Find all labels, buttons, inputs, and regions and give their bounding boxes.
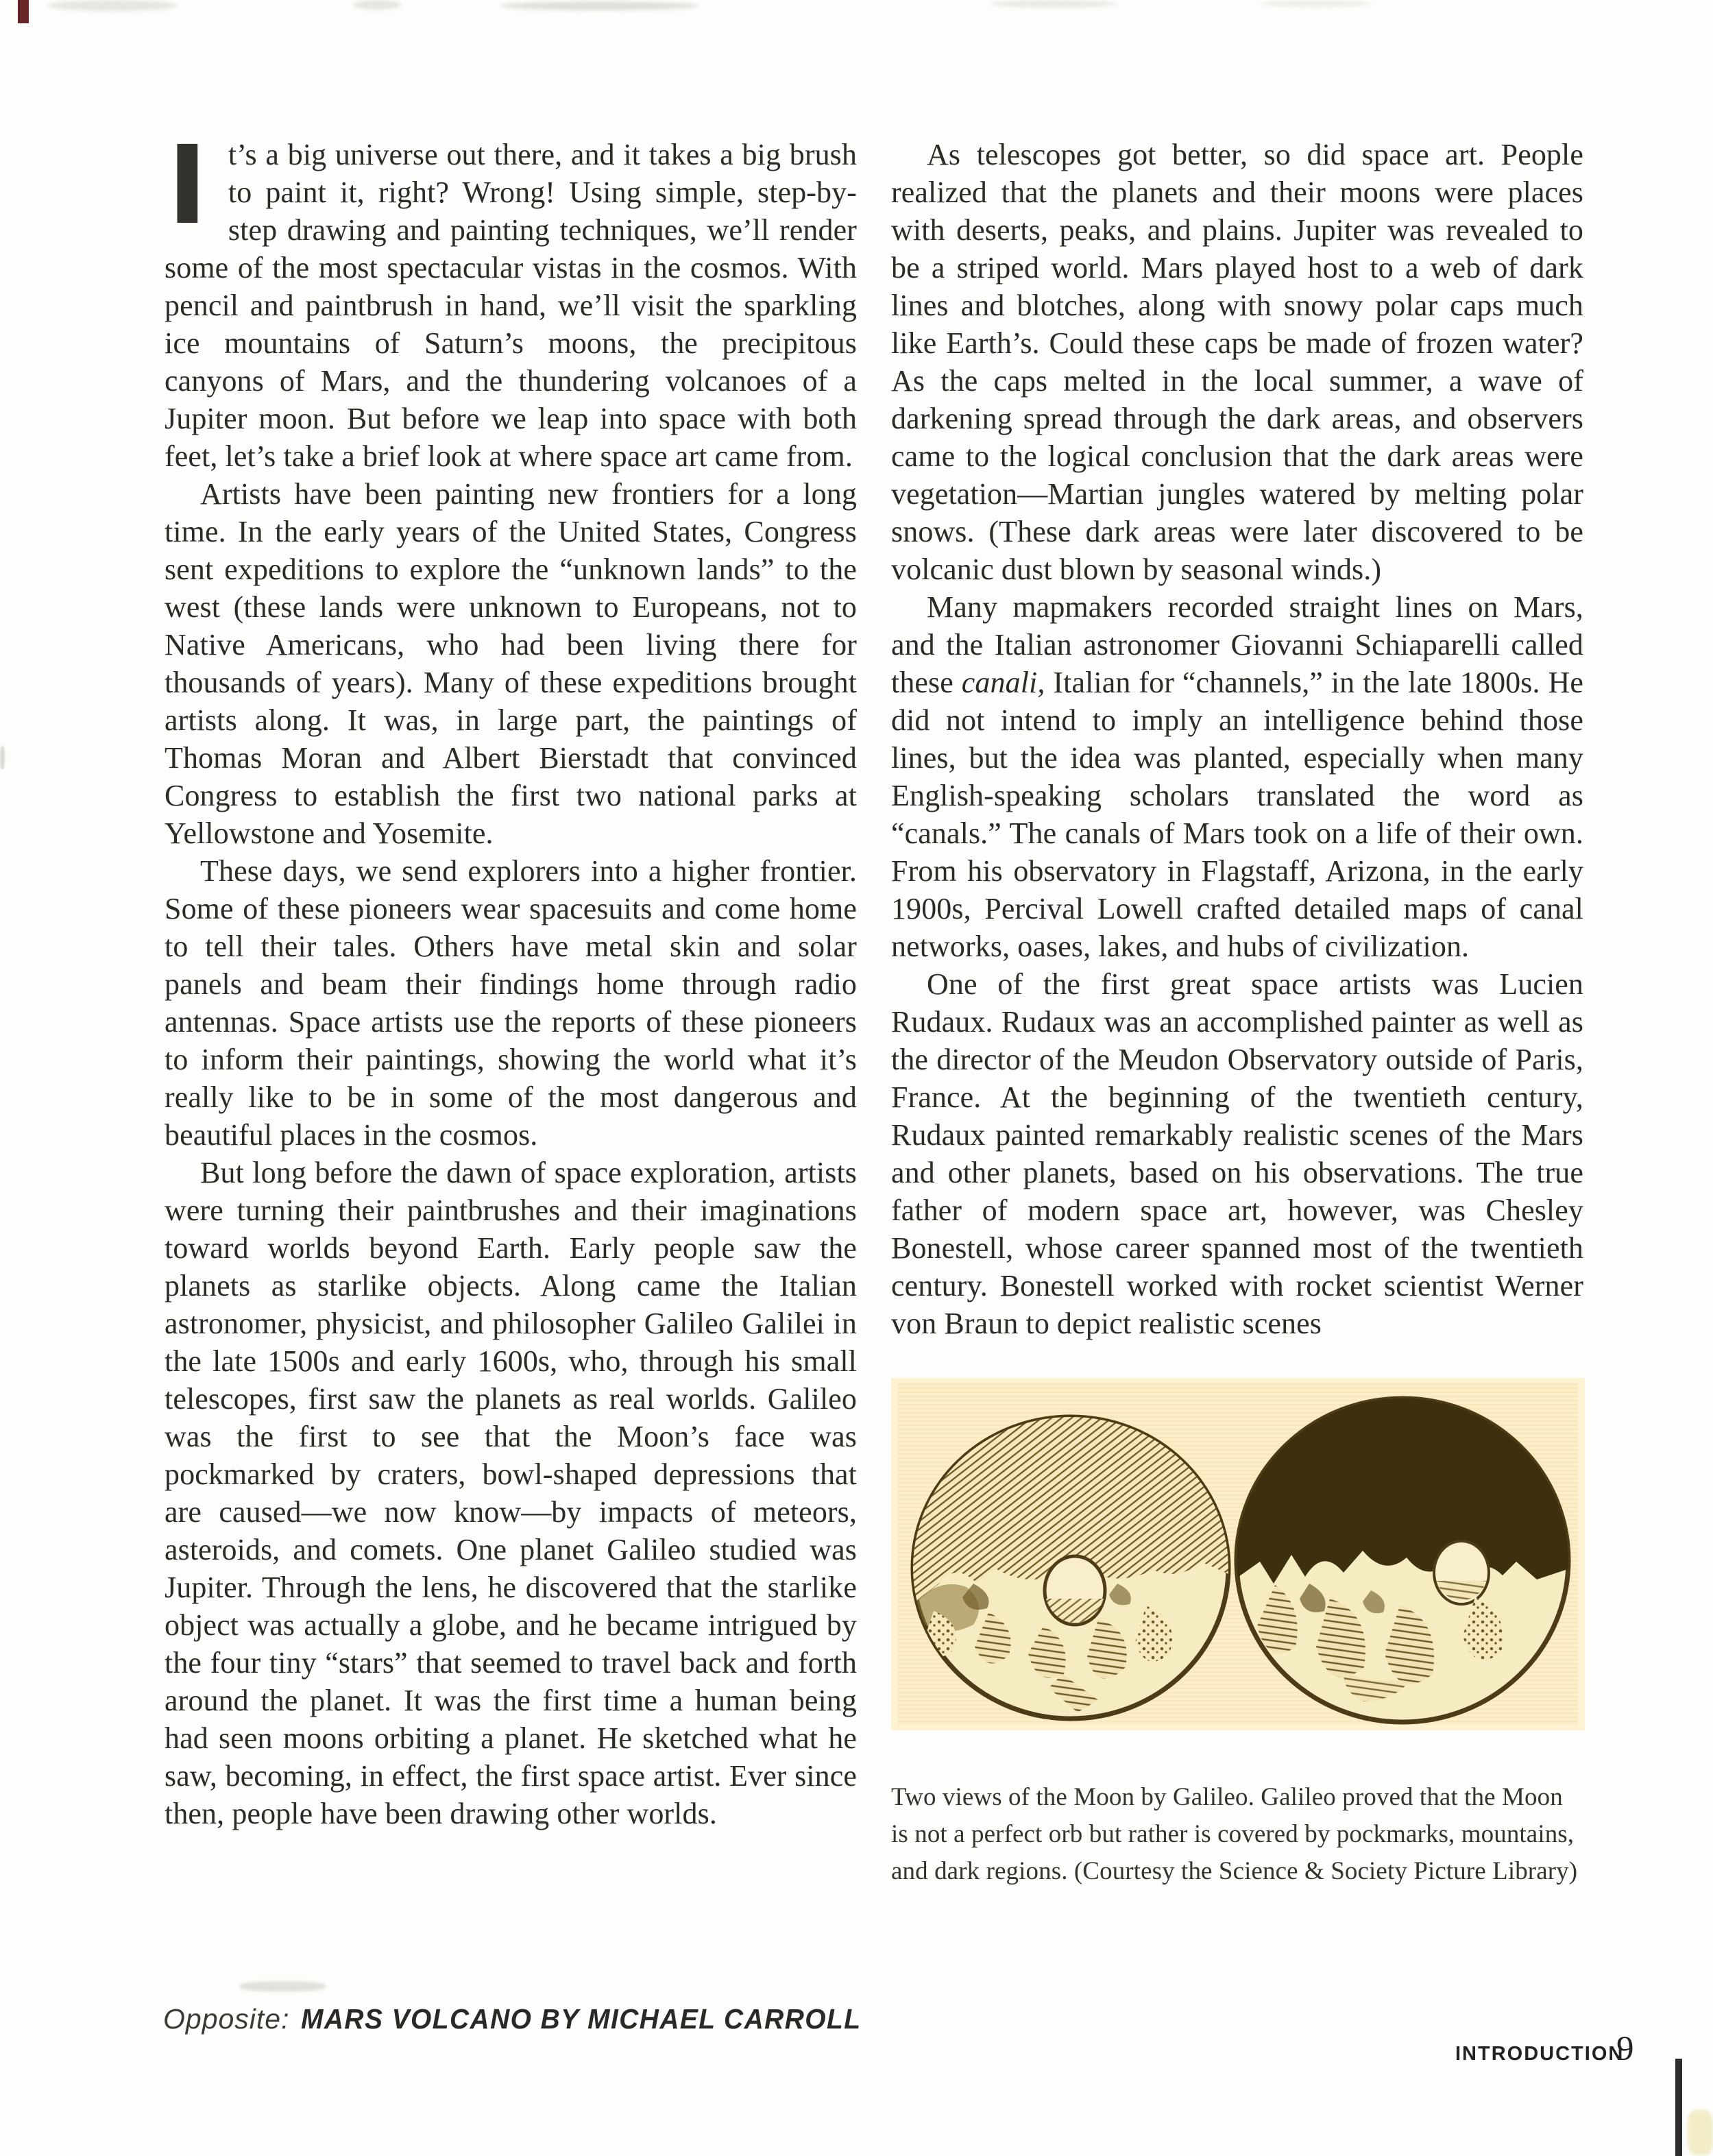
opposite-label: Opposite: [163, 2003, 290, 2035]
figure-caption: Two views of the Moon by Galileo. Galileo proved that the Moon is not a perfect orb but rather is covered by pockmarks, mountains, and dark regions. (Courtesy the Science & Society Picture Library) [891, 1783, 1578, 1885]
moon-engravings-image [891, 1378, 1585, 1730]
opposite-artwork-title: MARS VOLCANO BY MICHAEL CARROLL [300, 2003, 861, 2035]
scan-artifact [500, 1, 699, 10]
scan-artifact [1261, 0, 1371, 7]
galileo-moons-figure [891, 1378, 1583, 1890]
paragraph: But long before the dawn of space exploration, artists were turning their paintbrushes and their imaginations toward worlds beyond Earth. Early people saw the planets as starlike objects. Along came the Italian astronomer, physicist, and philosopher Galileo Galilei in the late 1500s and early 1600s, who, through his small telescopes, first saw the planets as real worlds. Galileo was the first to see that the Moon’s face was pockmarked by craters, bowl-shaped depressions that are caused—we now know—by impacts of meteors, asteroids, and comets. One planet Galileo studied was Jupiter. Through the lens, he discovered that the starlike object was actually a globe, and he became intrigued by the four tiny “stars” that seemed to travel back and forth around the planet. It was the first time a human being had seen moons orbiting a planet. He sketched what he saw, becoming, in effect, the first space artist. Ever since then, people have been drawing other worlds. [165, 1156, 857, 1830]
scan-artifact [18, 0, 29, 23]
paragraph: One of the first great space artists was Lucien Rudaux. Rudaux was an accomplished painter as well as the director of the Meudon Observatory outside of Paris, France. At the beginning of the twentieth century, Rudaux painted remarkably realistic scenes of the Mars and other planets, based on his observations. The true father of modern space art, however, was Chesley Bonestell, whose career spanned most of the twentieth century. Bonestell worked with rocket scientist Werner von Braun to depict realistic scenes [891, 967, 1583, 1340]
page-edge-bar [1675, 2059, 1682, 2156]
scan-artifact [48, 0, 178, 11]
scan-artifact [353, 0, 401, 10]
italic-term: canali, [961, 666, 1045, 699]
right-column [891, 136, 1583, 1890]
scan-artifact [1688, 2110, 1713, 2155]
opposite-credit [163, 2003, 890, 2035]
paragraph-text: t’s a big universe out there, and it takes a big brush to paint it, right? Wrong! Using simple, step-by-step drawing and painting techniques, we’ll render some of the most spectacular vistas in the cosmos. With pencil and paintbrush in hand, we’ll visit the sparkling ice mountains of Saturn’s moons, the precipitous canyons of Mars, and the thundering volcanoes of a Jupiter moon. But before we leap into space with both feet, let’s take a brief look at where space art came from. [165, 138, 857, 473]
left-column [165, 123, 857, 1832]
paragraph-text: Many mapmakers recorded straight lines on Mars, and the Italian astronomer Giovanni Schiaparelli called these [891, 590, 1583, 699]
paragraph: These days, we send explorers into a higher frontier. Some of these pioneers wear spacesuits and come home to tell their tales. Others have metal skin and solar panels and beam their findings home through radio antennas. Space artists use the reports of these pioneers to inform their paintings, showing the world what it’s really like to be in some of the most dangerous and beautiful places in the cosmos. [165, 854, 857, 1152]
paragraph-text: Italian for “channels,” in the late 1800s. He did not intend to imply an intelligence behind those lines, but the idea was planted, especially when many English-speaking scholars translated the word as “canals.” The canals of Mars took on a life of their own. From his observatory in Flagstaff, Arizona, in the early 1900s, Percival Lowell crafted detailed maps of canal networks, oases, lakes, and hubs of civilization. [891, 666, 1583, 963]
dropcap-letter: I [167, 123, 208, 249]
paragraph [891, 588, 1583, 965]
paragraph: As telescopes got better, so did space art. People realized that the planets and their moons were places with deserts, peaks, and plains. Jupiter was revealed to be a striped world. Mars played host to a web of dark lines and blotches, along with snowy polar caps much like Earth’s. Could these caps be made of frozen water? As the caps melted in the local summer, a wave of darkening spread through the dark areas, and observers came to the logical conclusion that the dark areas were vegetation—Martian jungles watered by melting polar snows. (These dark areas were later discovered to be volcanic dust blown by seasonal winds.) [891, 138, 1583, 586]
page-number: 9 [1616, 2030, 1634, 2068]
scan-artifact [240, 1981, 326, 1991]
paragraph [165, 123, 857, 475]
paragraph: Artists have been painting new frontiers for a long time. In the early years of the United States, Congress sent expeditions to explore the “unknown lands” to the west (these lands were unknown to Europeans, not to Native Americans, who had been living there for thousands of years). Many of these expeditions brought artists along. It was, in large part, the paintings of Thomas Moran and Albert Bierstadt that convinced Congress to establish the first two national parks at Yellowstone and Yosemite. [165, 477, 857, 850]
scan-artifact [991, 0, 1117, 8]
running-footer-section: INTRODUCTION [1455, 2043, 1625, 2065]
scan-artifact [0, 746, 5, 769]
